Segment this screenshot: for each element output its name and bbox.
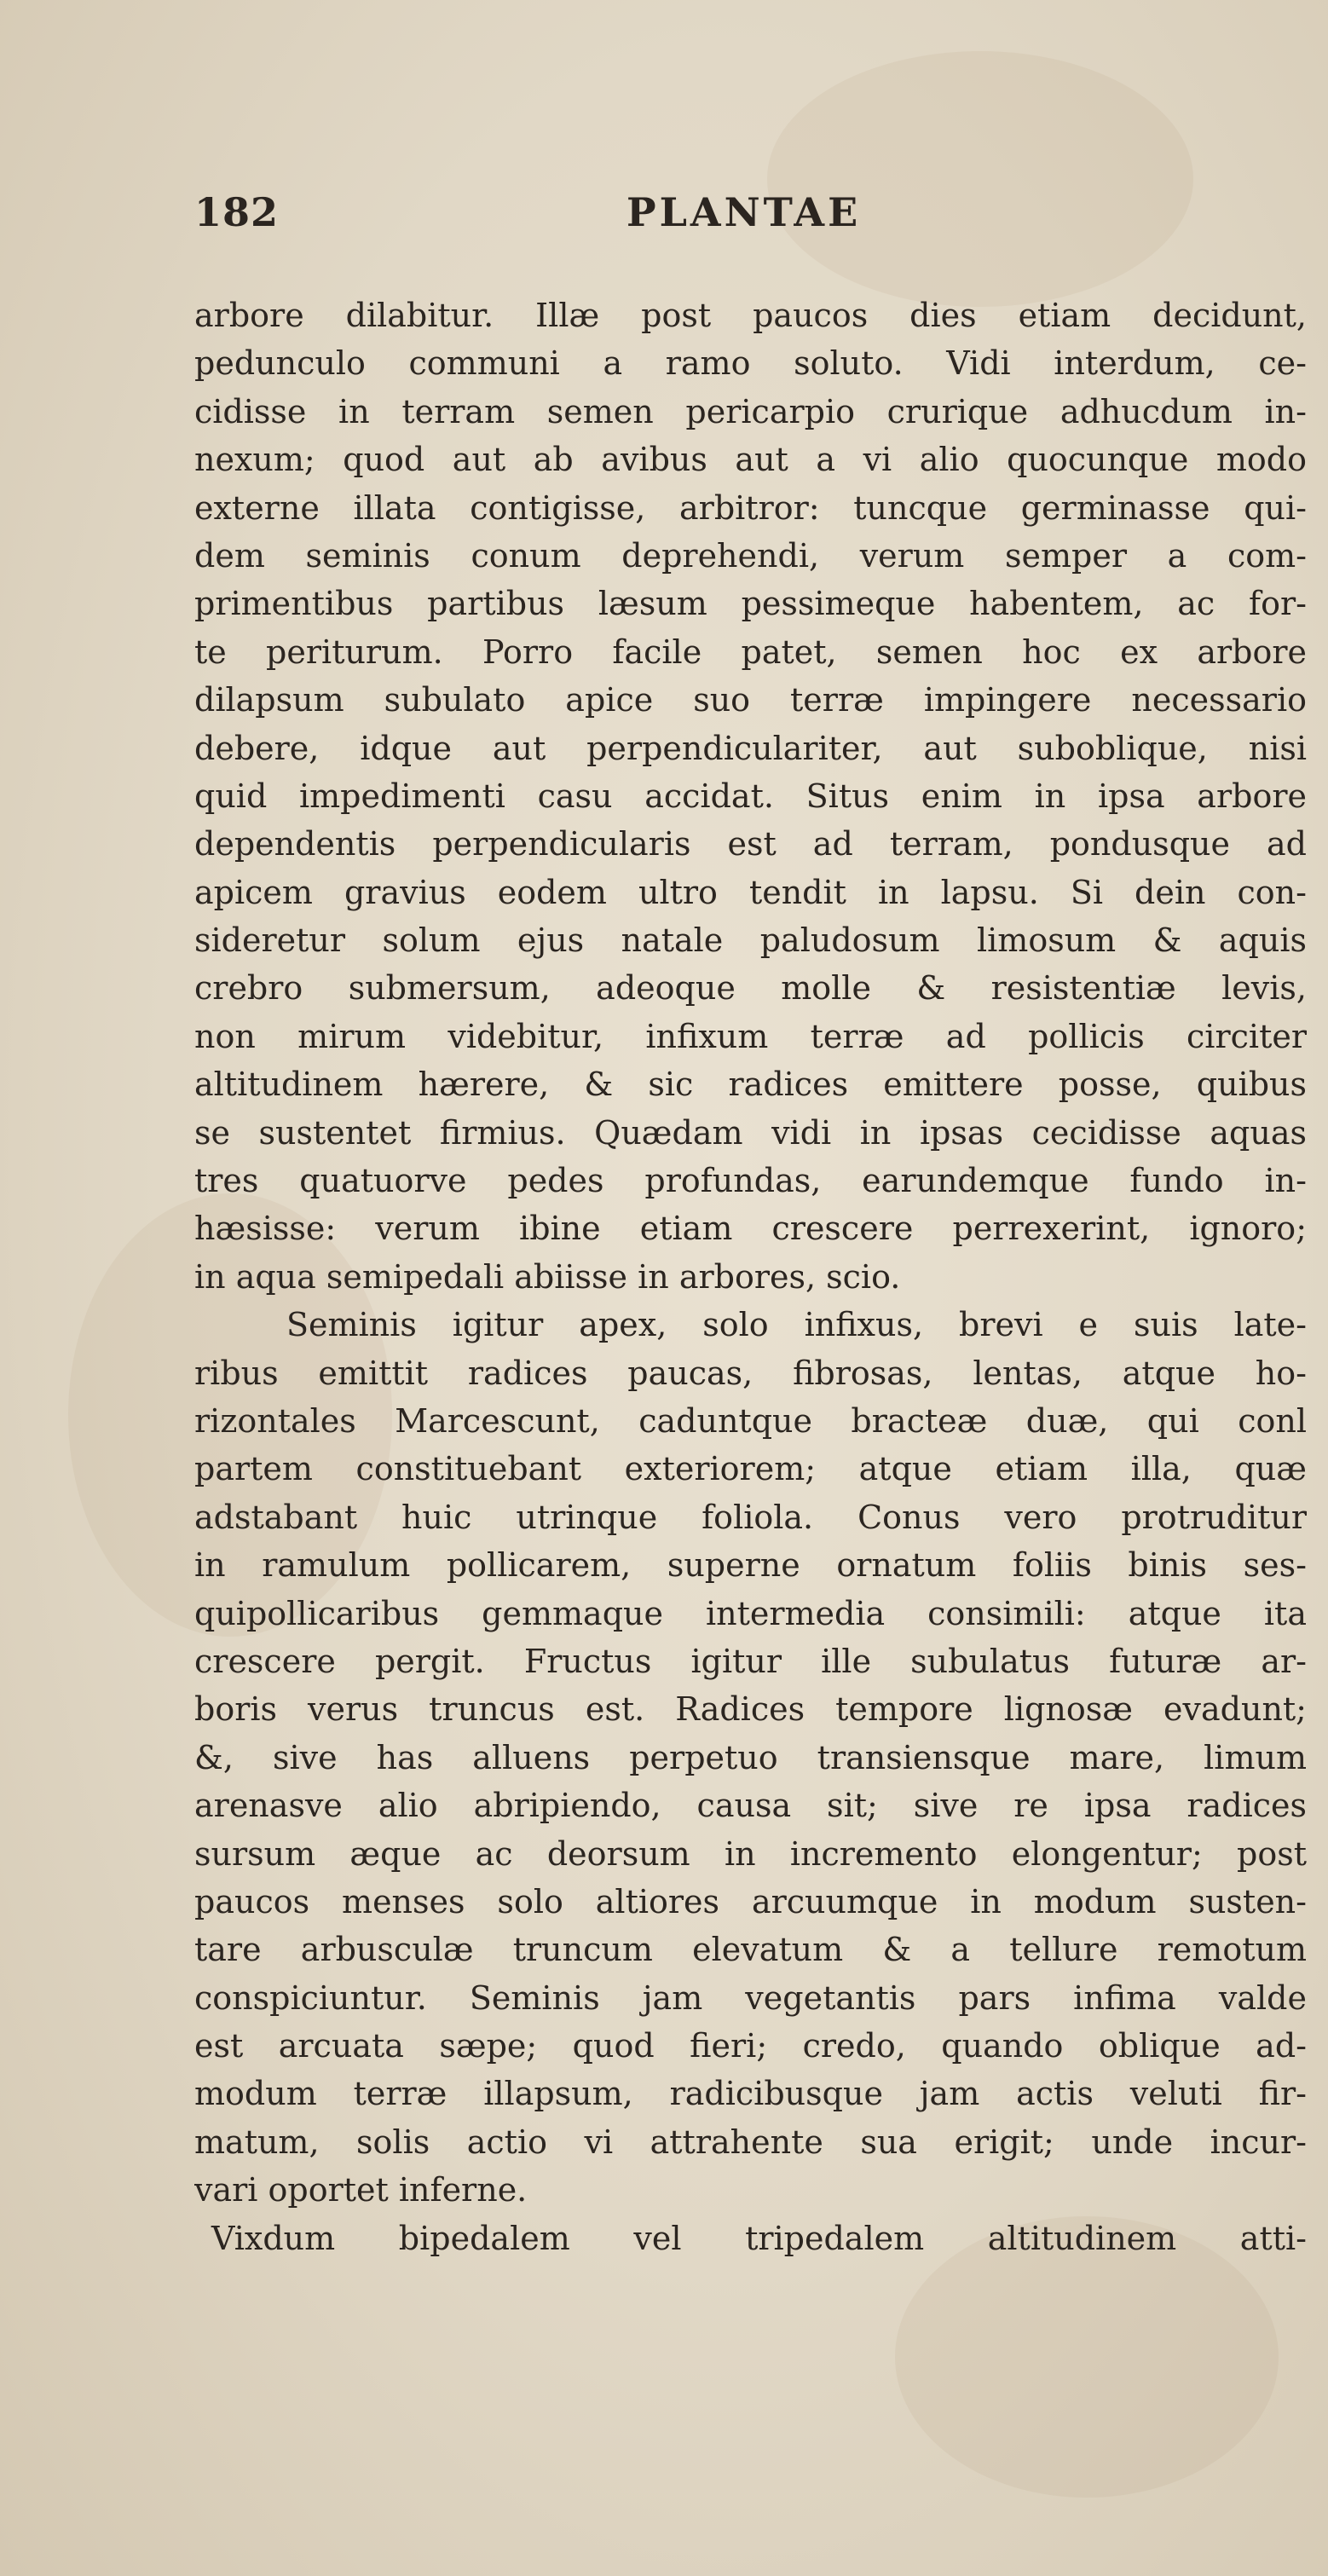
text-line: dilapsum subulato apice suo terræ impingere necessario (194, 681, 1307, 719)
text-line: est arcuata sæpe; quod fieri; credo, quando oblique ad- (194, 2027, 1307, 2065)
text-line: te periturum. Porro facile patet, semen hoc ex arbore (194, 632, 1307, 671)
text-line: se sustentet firmius. Quædam vidi in ipsas cecidisse aquas (194, 1113, 1307, 1152)
text-line: dependentis perpendicularis est ad terram, pondusque ad (194, 825, 1307, 863)
text-line: boris verus truncus est. Radices tempore lignosæ evadunt; (194, 1690, 1307, 1729)
page-number: 182 (194, 189, 280, 235)
text-line: quipollicaribus gemmaque intermedia consimili: atque ita (194, 1594, 1307, 1632)
text-line: tres quatuorve pedes profundas, earundemque fundo in- (194, 1162, 1307, 1200)
body-text (194, 292, 1307, 2262)
text-line: altitudinem hærere, & sic radices emittere posse, quibus (194, 1066, 1307, 1104)
text-line: apicem gravius eodem ultro tendit in lapsu. Si dein con- (194, 873, 1307, 911)
text-line: modum terræ illapsum, radicibusque jam actis veluti fir- (194, 2075, 1307, 2113)
text-line: arenasve alio abripiendo, causa sit; sive re ipsa radices (194, 1787, 1307, 1825)
text-line: paucos menses solo altiores arcuumque in modum susten- (194, 1882, 1307, 1920)
text-line: dem seminis conum deprehendi, verum semper a com- (194, 536, 1307, 575)
text-line: ribus emittit radices paucas, fibrosas, lentas, atque ho- (194, 1354, 1307, 1392)
text-line: rizontales Marcescunt, caduntque bracteæ duæ, qui conl (194, 1401, 1307, 1440)
text-line: crebro submersum, adeoque molle & resistentiæ levis, (194, 969, 1307, 1008)
text-line: Vixdum bipedalem vel tripedalem altitudinem atti- (211, 2219, 1307, 2257)
text-line: pedunculo communi a ramo soluto. Vidi interdum, ce- (194, 344, 1307, 383)
text-line: Seminis igitur apex, solo infixus, brevi e suis late- (286, 1306, 1307, 1344)
text-line: adstabant huic utrinque foliola. Conus vero protruditur (194, 1498, 1307, 1536)
text-line: crescere pergit. Fructus igitur ille subulatus futuræ ar- (194, 1642, 1307, 1680)
text-line: vari oportet inferne. (194, 2171, 528, 2209)
text-line: externe illata contigisse, arbitror: tuncque germinasse qui- (194, 488, 1307, 527)
text-line: conspiciuntur. Seminis jam vegetantis pars infima valde (194, 1978, 1307, 2017)
text-line: hæsisse: verum ibine etiam crescere perrexerint, ignoro; (194, 1210, 1307, 1248)
text-line: in ramulum pollicarem, superne ornatum foliis binis ses- (194, 1546, 1307, 1585)
text-line: sideretur solum ejus natale paludosum limosum & aquis (194, 921, 1307, 960)
text-line: matum, solis actio vi attrahente sua erigit; unde incur- (194, 2123, 1307, 2161)
text-line: &, sive has alluens perpetuo transiensque mare, limum (194, 1738, 1307, 1776)
text-line: arbore dilabitur. Illæ post paucos dies etiam decidunt, (194, 297, 1307, 334)
text-line: cidisse in terram semen pericarpio crurique adhucdum in- (194, 392, 1307, 430)
text-line: tare arbusculæ truncum elevatum & a tellure remotum (194, 1931, 1307, 1969)
text-line: in aqua semipedali abiisse in arbores, scio. (194, 1257, 901, 1296)
text-line: quid impedimenti casu accidat. Situs enim in ipsa arbore (194, 777, 1307, 815)
text-line: non mirum videbitur, infixum terræ ad pollicis circiter (194, 1017, 1307, 1055)
page-header (194, 189, 1302, 249)
text-line: sursum æque ac deorsum in incremento elongentur; post (194, 1834, 1307, 1873)
text-line: nexum; quod aut ab avibus aut a vi alio quocunque modo (194, 441, 1307, 479)
text-line: debere, idque aut perpendiculariter, aut suboblique, nisi (194, 729, 1307, 767)
running-head: PLANTAE (626, 189, 862, 235)
paper-stain (767, 51, 1193, 307)
text-line: partem constituebant exteriorem; atque etiam illa, quæ (194, 1450, 1307, 1488)
text-line: primentibus partibus læsum pessimeque habentem, ac for- (194, 585, 1307, 623)
